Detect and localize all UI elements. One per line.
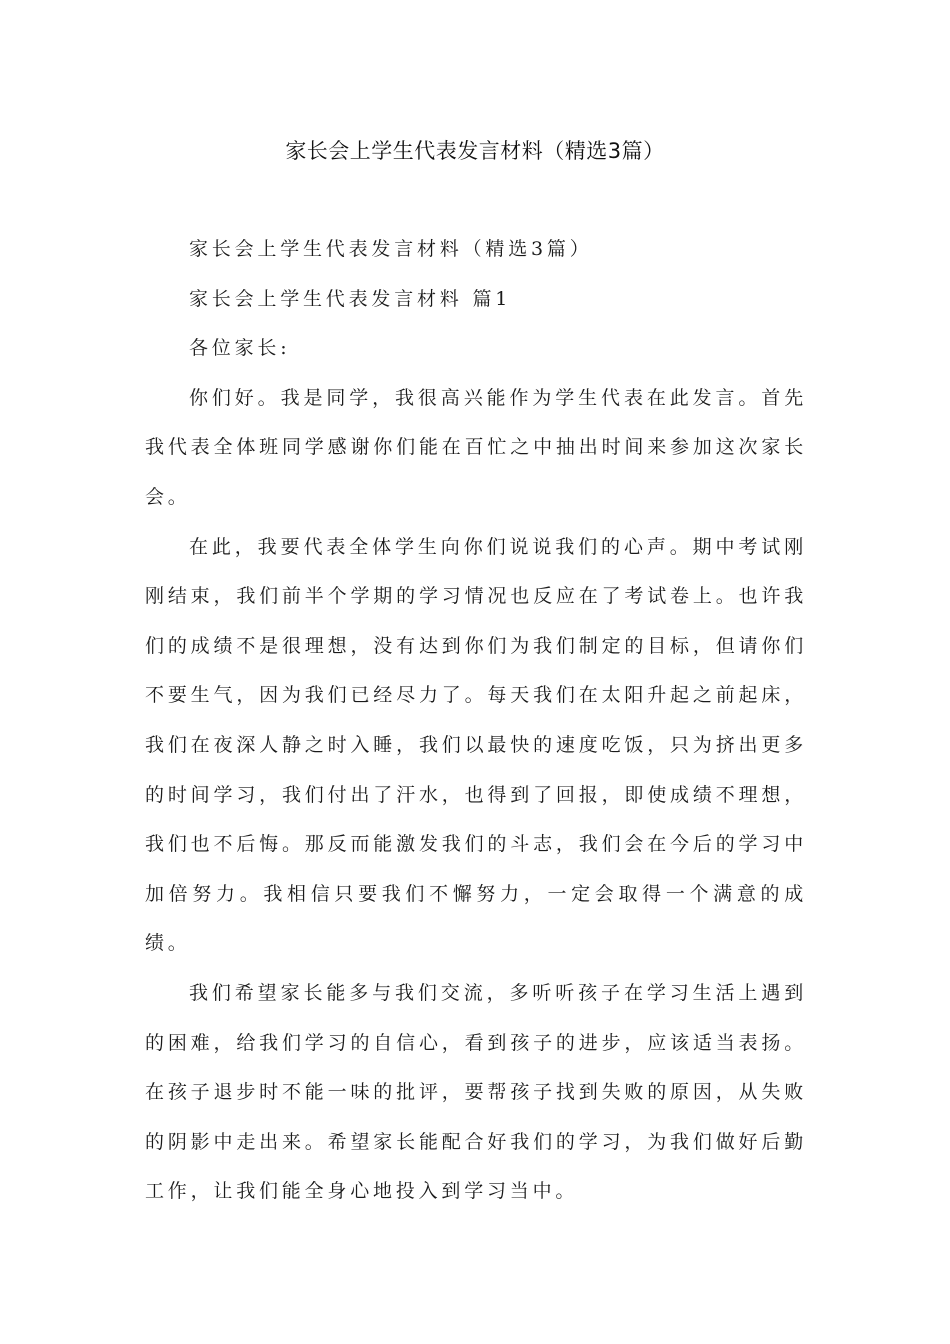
paragraph-main-content: 在此，我要代表全体学生向你们说说我们的心声。期中考试刚刚结束，我们前半个学期的学习情况也反应在了考试卷上。也许我们的成绩不是很理想，没有达到你们为我们制定的目标，但请你们不要生气，因为我们已经尽力了。每天我们在太阳升起之前起床，我们在夜深人静之时入睡，我们以最快的速度吃饭，只为挤出更多的时间学习，我们付出了汗水，也得到了回报，即使成绩不理想，我们也不后悔。那反而能激发我们的斗志，我们会在今后的学习中加倍努力。我相信只要我们不懈努力，一定会取得一个满意的成绩。	[145, 535, 807, 955]
paragraph-section-heading: 家长会上学生代表发言材料 篇1	[189, 287, 512, 310]
paragraph-salutation: 各位家长:	[189, 337, 291, 360]
document-title: 家长会上学生代表发言材料（精选3篇）	[285, 139, 665, 163]
paragraph-subtitle: 家长会上学生代表发言材料（精选3篇）	[189, 238, 593, 260]
paragraph-hopes: 我们希望家长能多与我们交流，多听听孩子在学习生活上遇到的困难，给我们学习的自信心，看到孩子的进步，应该适当表扬。在孩子退步时不能一味的批评，要帮孩子找到失败的原因，从失败的阴影中走出来。希望家长能配合好我们的学习，为我们做好后勤工作，让我们能全身心地投入到学习当中。	[145, 981, 807, 1203]
document-body	[145, 225, 807, 1217]
paragraph-greeting: 你们好。我是同学，我很高兴能作为学生代表在此发言。首先我代表全体班同学感谢你们能在百忙之中抽出时间来参加这次家长会。	[145, 386, 807, 508]
